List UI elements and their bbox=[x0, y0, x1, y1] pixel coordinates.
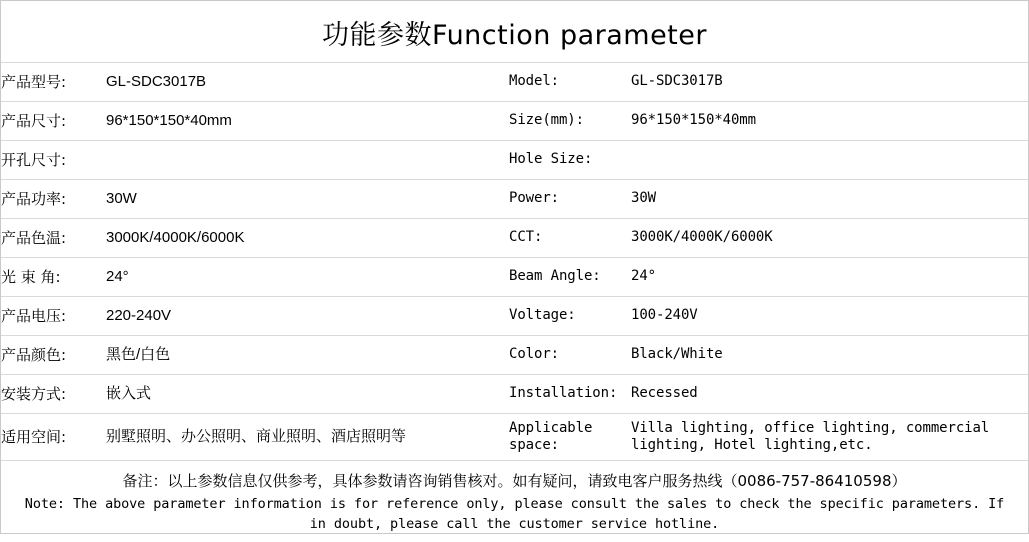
row-cn-value-cell bbox=[106, 63, 509, 102]
page-title: 功能参数Function parameter bbox=[322, 20, 707, 51]
row-cn-value-cell bbox=[106, 141, 509, 180]
footnote-english: Note: The above parameter information is for reference only, please consult the sales to check the specific parameters. If in doubt, please call the customer service hotline. bbox=[24, 496, 1005, 532]
row-en-label-cell bbox=[509, 219, 631, 258]
row-cn-value-cell bbox=[106, 336, 509, 375]
table-row bbox=[1, 336, 1028, 375]
en-value: 96*150*150*40mm bbox=[631, 112, 756, 129]
cn-label: 产品尺寸: bbox=[1, 111, 67, 130]
cn-label: 光 束 角: bbox=[1, 267, 61, 286]
table-row bbox=[1, 63, 1028, 102]
row-cn-label-cell bbox=[1, 141, 106, 180]
row-cn-label-cell bbox=[1, 414, 106, 461]
en-value: Black/White bbox=[631, 346, 723, 363]
table-row bbox=[1, 258, 1028, 297]
en-value: 24° bbox=[631, 268, 656, 285]
cn-value: 3000K/4000K/6000K bbox=[106, 228, 245, 246]
row-cn-label-cell bbox=[1, 297, 106, 336]
row-en-value-cell bbox=[631, 219, 1028, 258]
row-cn-label-cell bbox=[1, 102, 106, 141]
en-value: 100-240V bbox=[631, 307, 698, 324]
row-en-value-cell bbox=[631, 141, 1028, 180]
cn-label: 安装方式: bbox=[1, 384, 67, 403]
row-cn-label-cell bbox=[1, 219, 106, 258]
en-value: GL-SDC3017B bbox=[631, 73, 723, 90]
row-cn-value-cell bbox=[106, 297, 509, 336]
table-row bbox=[1, 219, 1028, 258]
en-value: Recessed bbox=[631, 385, 698, 402]
row-en-value-cell bbox=[631, 336, 1028, 375]
cn-value: 黑色/白色 bbox=[106, 345, 171, 363]
cn-label: 产品颜色: bbox=[1, 345, 67, 364]
row-cn-label-cell bbox=[1, 375, 106, 414]
row-en-value-cell bbox=[631, 375, 1028, 414]
en-label: Power: bbox=[509, 190, 559, 207]
cn-label: 产品功率: bbox=[1, 189, 67, 208]
parameter-table-body bbox=[1, 63, 1028, 461]
row-cn-label-cell bbox=[1, 336, 106, 375]
footnote-chinese: 备注：以上参数信息仅供参考，具体参数请咨询销售核对。如有疑问，请致电客户服务热线（0086-757-86410598） bbox=[122, 472, 907, 490]
row-en-label-cell bbox=[509, 336, 631, 375]
en-value: Villa lighting, office lighting, commercial lighting, Hotel lighting,etc. bbox=[631, 419, 990, 453]
en-value: 30W bbox=[631, 190, 656, 207]
parameter-table bbox=[1, 62, 1028, 461]
row-cn-value-cell bbox=[106, 219, 509, 258]
cn-label: 产品型号: bbox=[1, 72, 67, 91]
cn-label: 适用空间: bbox=[1, 427, 67, 446]
en-label: Color: bbox=[509, 346, 559, 363]
row-en-value-cell bbox=[631, 258, 1028, 297]
row-en-label-cell bbox=[509, 297, 631, 336]
cn-label: 开孔尺寸: bbox=[1, 150, 67, 169]
row-cn-label-cell bbox=[1, 63, 106, 102]
row-en-label-cell bbox=[509, 141, 631, 180]
row-en-label-cell bbox=[509, 63, 631, 102]
row-en-label-cell bbox=[509, 180, 631, 219]
row-en-value-cell bbox=[631, 414, 1028, 461]
row-en-value-cell bbox=[631, 297, 1028, 336]
cn-value bbox=[106, 156, 509, 164]
row-en-value-cell bbox=[631, 102, 1028, 141]
table-row bbox=[1, 141, 1028, 180]
en-label: Size(mm): bbox=[509, 112, 584, 129]
en-value: 3000K/4000K/6000K bbox=[631, 229, 773, 246]
cn-value: 220-240V bbox=[106, 306, 172, 324]
cn-value: 24° bbox=[106, 267, 129, 285]
row-cn-value-cell bbox=[106, 258, 509, 297]
en-label: Beam Angle: bbox=[509, 268, 601, 285]
table-row bbox=[1, 414, 1028, 461]
en-label: Voltage: bbox=[509, 307, 576, 324]
table-row bbox=[1, 180, 1028, 219]
en-label: Hole Size: bbox=[509, 151, 593, 168]
cn-value: 30W bbox=[106, 189, 137, 207]
row-cn-value-cell bbox=[106, 180, 509, 219]
en-value bbox=[631, 156, 1028, 164]
cn-value: 96*150*150*40mm bbox=[106, 111, 232, 129]
row-en-label-cell bbox=[509, 414, 631, 461]
en-label: Installation: bbox=[509, 385, 618, 402]
row-en-value-cell bbox=[631, 180, 1028, 219]
en-label: CCT: bbox=[509, 229, 543, 246]
table-row bbox=[1, 297, 1028, 336]
row-cn-label-cell bbox=[1, 180, 106, 219]
row-cn-value-cell bbox=[106, 375, 509, 414]
row-cn-value-cell bbox=[106, 414, 509, 461]
row-cn-value-cell bbox=[106, 102, 509, 141]
en-label: Model: bbox=[509, 73, 559, 90]
row-en-label-cell bbox=[509, 258, 631, 297]
cn-label: 产品色温: bbox=[1, 228, 67, 247]
row-cn-label-cell bbox=[1, 258, 106, 297]
cn-label: 产品电压: bbox=[1, 306, 67, 325]
cn-value: 嵌入式 bbox=[106, 384, 152, 402]
table-row bbox=[1, 102, 1028, 141]
row-en-label-cell bbox=[509, 375, 631, 414]
cn-value: GL-SDC3017B bbox=[106, 72, 207, 90]
table-row bbox=[1, 375, 1028, 414]
row-en-label-cell bbox=[509, 102, 631, 141]
row-en-value-cell bbox=[631, 63, 1028, 102]
en-label: Applicable space: bbox=[509, 419, 593, 453]
cn-value: 别墅照明、办公照明、商业照明、酒店照明等 bbox=[106, 427, 407, 445]
